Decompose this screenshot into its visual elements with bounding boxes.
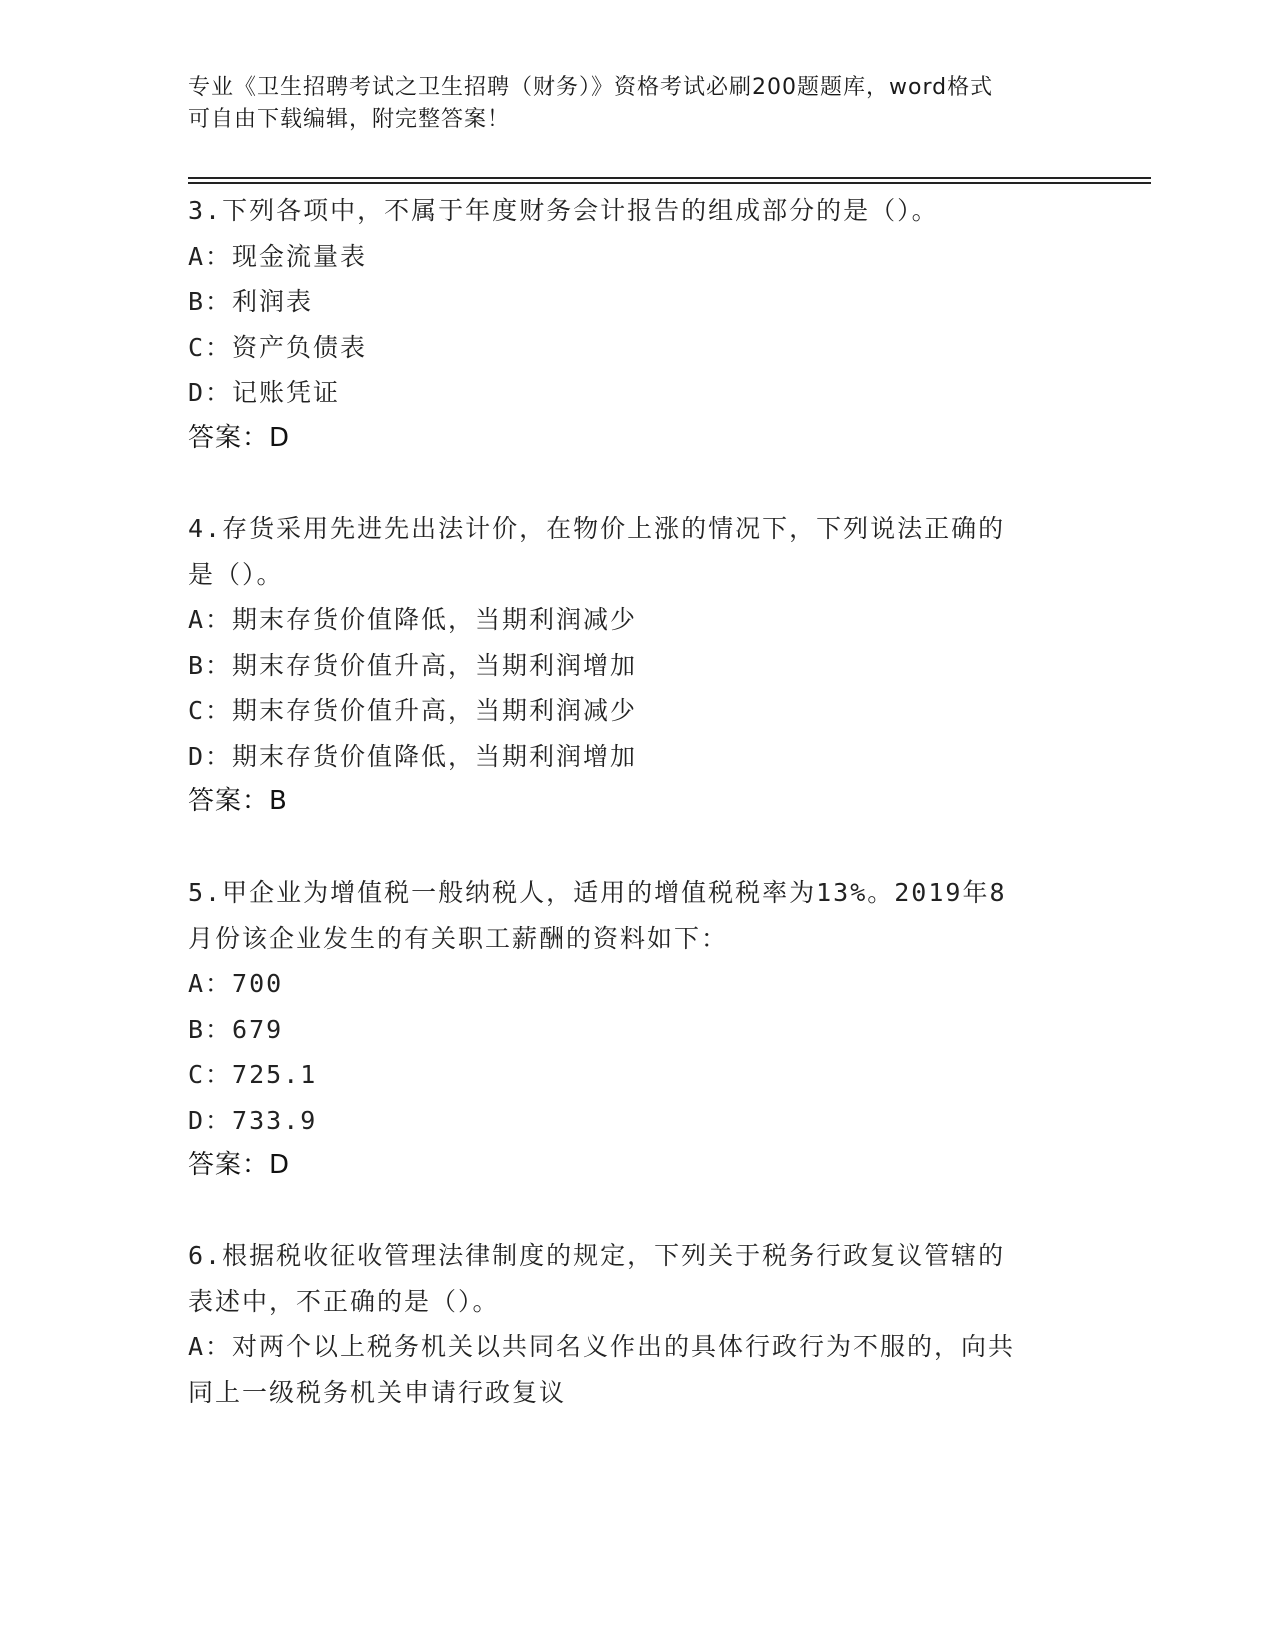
option-c: C：725.1	[188, 1060, 318, 1089]
option-a: A：700	[188, 969, 284, 998]
question-stem-line-2: 月份该企业发生的有关职工薪酬的资料如下：	[188, 923, 729, 953]
answer-label: 答案：D	[188, 1150, 291, 1180]
option-a-line-1: A：对两个以上税务机关以共同名义作出的具体行政行为不服的，向共	[188, 1332, 1016, 1361]
document-header	[188, 72, 1088, 136]
option-d: D：期末存货价值降低，当期利润增加	[188, 741, 638, 771]
option-d: D：733.9	[188, 1105, 318, 1135]
answer-label: 答案：B	[188, 786, 288, 816]
option-a: A：期末存货价值降低，当期利润减少	[188, 605, 638, 634]
option-a: A：现金流量表	[188, 241, 368, 271]
question-stem-line-2: 是（）。	[188, 559, 284, 589]
question-4	[188, 506, 1088, 825]
question-6	[188, 1233, 1088, 1415]
header-divider-bottom	[188, 182, 1151, 184]
answer-label: 答案：D	[188, 422, 291, 453]
question-5	[188, 870, 1088, 1189]
option-b: B：679	[188, 1014, 284, 1044]
question-stem-line-1: 5.甲企业为增值税一般纳税人，适用的增值税税率为13%。2019年8	[188, 878, 1007, 907]
option-b: B：期末存货价值升高，当期利润增加	[188, 650, 638, 680]
question-stem-line-2: 表述中，不正确的是（）。	[188, 1286, 500, 1316]
header-divider-top	[188, 177, 1151, 179]
option-d: D：记账凭证	[188, 378, 341, 407]
header-title-line-1: 专业《卫生招聘考试之卫生招聘（财务）》资格考试必刷200题题库，word格式	[188, 75, 994, 100]
question-stem-line-1: 6.根据税收征收管理法律制度的规定，下列关于税务行政复议管辖的	[188, 1241, 1006, 1270]
option-a-line-2: 同上一级税务机关申请行政复议	[188, 1377, 567, 1407]
header-title-line-2: 可自由下载编辑，附完整答案！	[188, 107, 511, 132]
question-stem: 3.下列各项中，不属于年度财务会计报告的组成部分的是（）。	[188, 196, 939, 225]
option-c: C：资产负债表	[188, 332, 368, 362]
question-stem-line-1: 4.存货采用先进先出法计价，在物价上涨的情况下，下列说法正确的	[188, 514, 1006, 543]
option-b: B：利润表	[188, 287, 314, 316]
option-c: C：期末存货价值升高，当期利润减少	[188, 696, 638, 725]
question-3	[188, 188, 1088, 461]
